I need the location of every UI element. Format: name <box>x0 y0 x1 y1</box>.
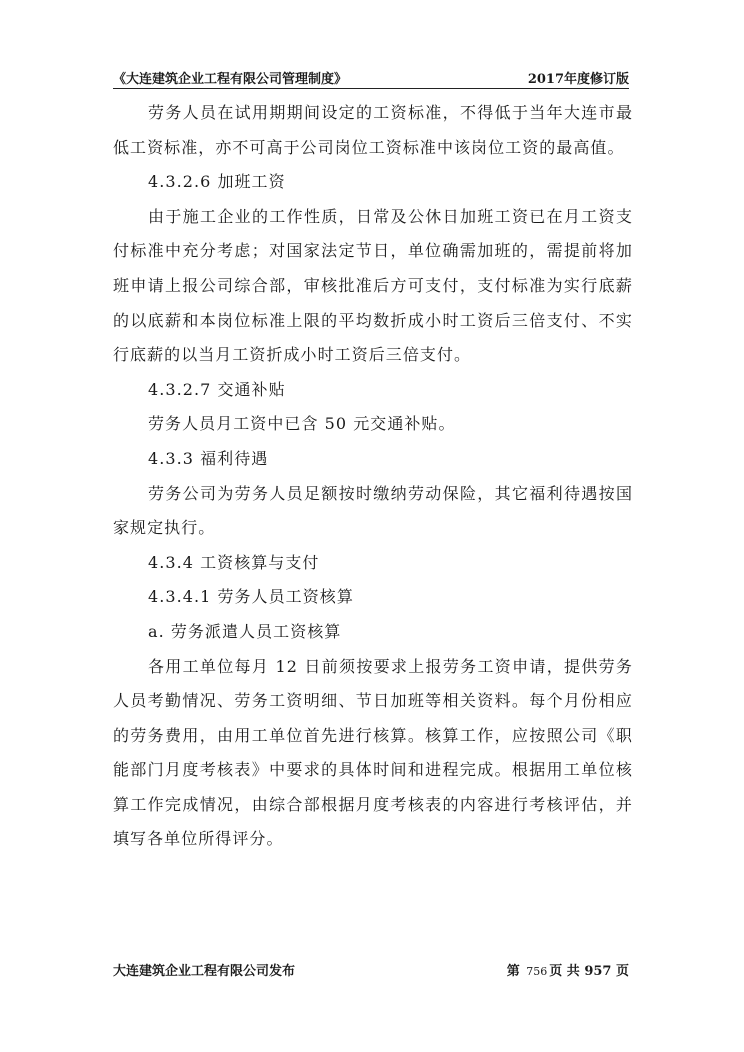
publisher-label: 大连建筑企业工程有限公司发布 <box>113 964 296 979</box>
section-heading: 4.3.2.6 加班工资 <box>148 172 286 192</box>
section-heading: 4.3.4 工资核算与支付 <box>148 552 320 572</box>
page-footer <box>113 960 629 980</box>
page-header <box>113 66 629 89</box>
page-mid: 页 共 <box>549 964 580 979</box>
document-title: 《大连建筑企业工程有限公司管理制度》 <box>113 72 348 87</box>
sub-heading: a. 劳务派遣人员工资核算 <box>148 621 342 641</box>
page-number <box>507 960 629 979</box>
section-heading: 4.3.3 福利待遇 <box>148 448 269 468</box>
paragraph: 劳务人员月工资中已含 50 元交通补贴。 <box>148 414 456 434</box>
total-pages: 957 <box>584 964 612 979</box>
paragraph: 各用工单位每月 12 日前须按要求上报劳务工资申请，提供劳务人员考勤情况、劳务工资明细、节日加班等相关资料。每个月份相应的劳务费用，由用工单位首先进行核算。核算工作，应按照公司《职能部门月度考核表》中要求的具体时间和进程完成。根据用工单位核算工作完成情况，由综合部根据月度考核表的内容进行考核评估，并填写各单位所得评分。 <box>113 656 633 849</box>
document-body <box>113 96 633 857</box>
current-page: 756 <box>526 965 548 978</box>
paragraph: 劳务人员在试用期期间设定的工资标准，不得低于当年大连市最低工资标准，亦不可高于公司岗位工资标准中该岗位工资的最高值。 <box>113 103 633 157</box>
page-prefix: 第 <box>506 964 520 979</box>
document-version: 2017年度修订版 <box>527 72 629 87</box>
paragraph: 由于施工企业的工作性质，日常及公休日加班工资已在月工资支付标准中充分考虑；对国家法定节日，单位确需加班的，需提前将加班申请上报公司综合部，审核批准后方可支付，支付标准为实行底薪的以底薪和本岗位标准上限的平均数折成小时工资后三倍支付、不实行底薪的以当月工资折成小时工资后三倍支付。 <box>113 206 633 365</box>
page-suffix: 页 <box>615 964 629 979</box>
section-heading: 4.3.4.1 劳务人员工资核算 <box>148 587 354 607</box>
section-heading: 4.3.2.7 交通补贴 <box>148 379 286 399</box>
paragraph: 劳务公司为劳务人员足额按时缴纳劳动保险，其它福利待遇按国家规定执行。 <box>113 483 633 538</box>
